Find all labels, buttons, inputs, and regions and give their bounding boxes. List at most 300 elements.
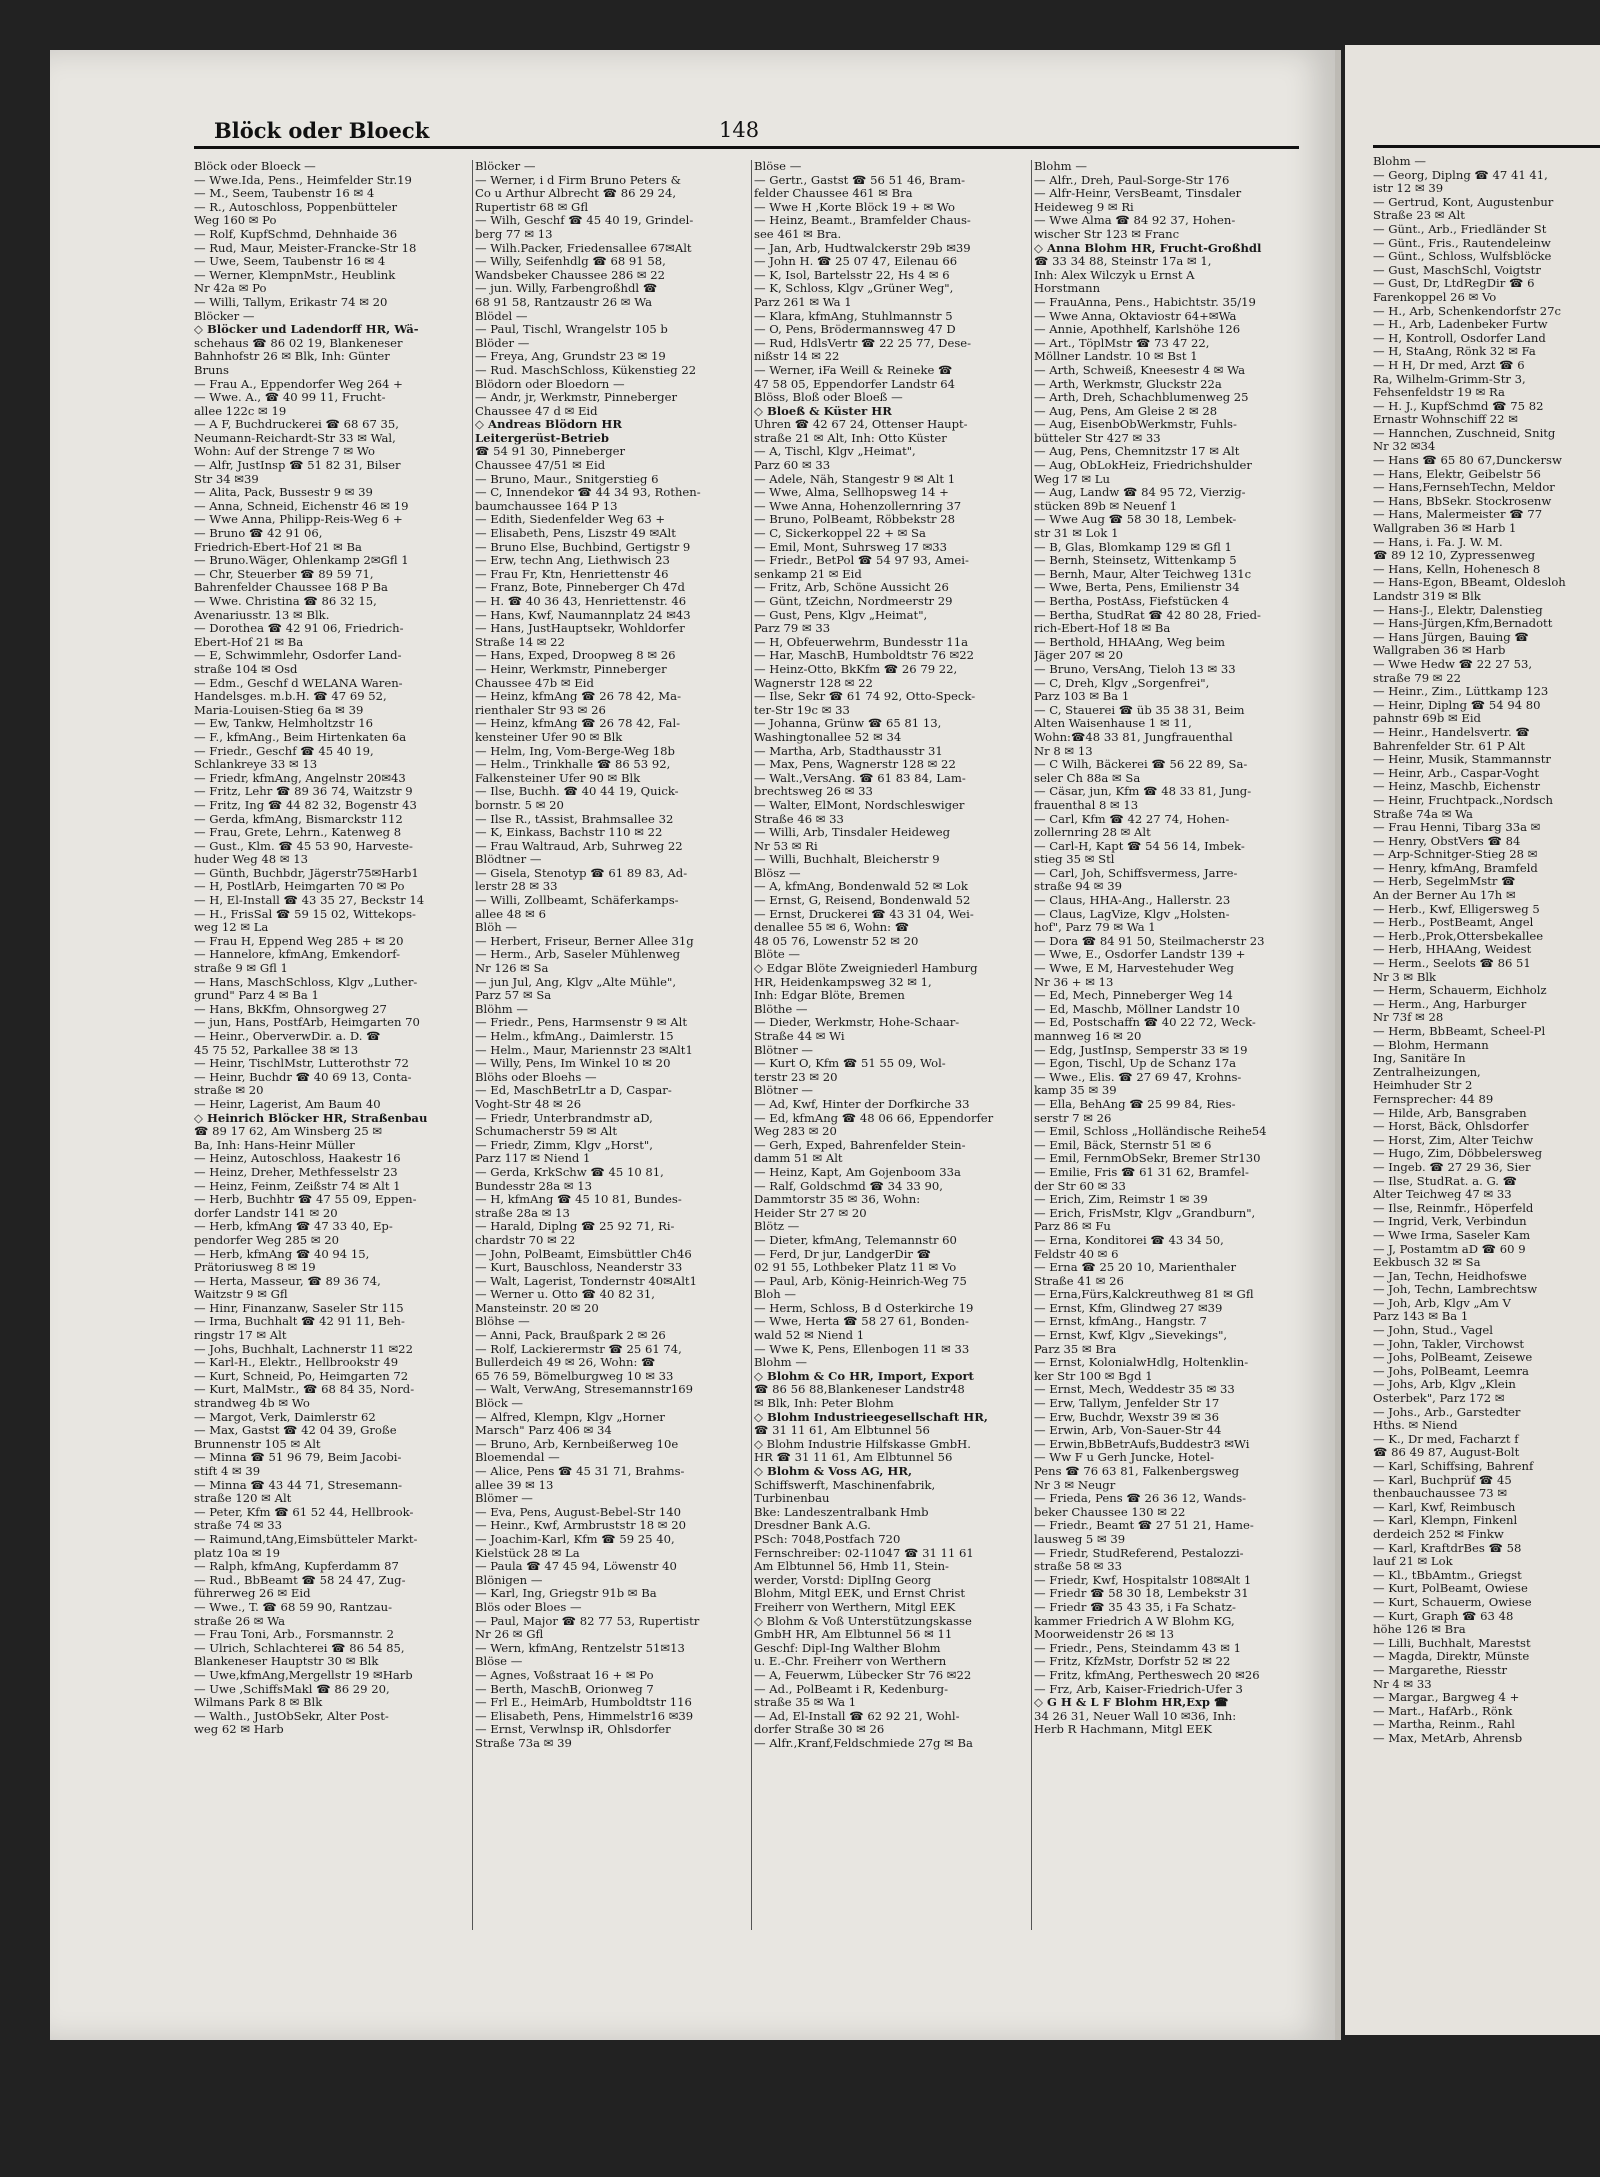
directory-entry-line: Ra, Wilhelm-Grimm-Str 3, xyxy=(1373,372,1526,386)
directory-entry-line: — Karl, Ing, Griegstr 91b ✉ Ba xyxy=(475,1587,657,1601)
directory-entry-line: istr 12 ✉ 39 xyxy=(1373,182,1444,196)
directory-entry-line: zollernring 28 ✉ Alt xyxy=(1034,826,1151,840)
directory-entry-line: — Max, Gastst ☎ 42 04 39, Große xyxy=(194,1424,397,1438)
directory-entry-line: Leitergerüst-Betrieb xyxy=(475,431,610,445)
directory-entry-line: — Emil, FernmObSekr, Bremer Str130 xyxy=(1034,1152,1261,1166)
directory-entry-line: Neumann-Reichardt-Str 33 ✉ Wal, xyxy=(194,431,396,445)
directory-entry-line: — Wwe, Berta, Pens, Emilienstr 34 xyxy=(1034,581,1240,595)
directory-entry-line: Bahnhofstr 26 ✉ Blk, Inh: Günter xyxy=(194,350,390,364)
directory-entry-line: — Ulrich, Schlachterei ☎ 86 54 85, xyxy=(194,1641,405,1655)
directory-entry-line: thenbauchaussee 73 ✉ xyxy=(1373,1487,1508,1501)
directory-entry-line: Am Elbtunnel 56, Hmb 11, Stein- xyxy=(754,1560,949,1574)
directory-entry-line: — Wilh, Geschf ☎ 45 40 19, Grindel- xyxy=(475,214,694,228)
directory-entry-line: — Hannelore, kfmAng, Emkendorf- xyxy=(194,948,401,962)
directory-entry-line: — Helm, Ing, Vom-Berge-Weg 18b xyxy=(475,744,675,758)
directory-entry-line: — Wwe K, Pens, Ellenbogen 11 ✉ 33 xyxy=(754,1342,970,1356)
directory-entry-line: — Edm., Geschf d WELANA Waren- xyxy=(194,676,403,690)
directory-entry-line: — Friedr., Beamt ☎ 27 51 21, Hame- xyxy=(1034,1519,1254,1533)
directory-entry-line: — Fritz, kfmAng, Pertheswech 20 ✉26 xyxy=(1034,1668,1260,1682)
directory-entry-line: Voght-Str 48 ✉ 26 xyxy=(475,1097,582,1111)
directory-entry-line: — Erna, Konditorei ☎ 43 34 50, xyxy=(1034,1233,1224,1247)
directory-entry-line: Inh: Alex Wilczyk u Ernst A xyxy=(1034,268,1195,282)
directory-entry-line: Co u Arthur Albrecht ☎ 86 29 24, xyxy=(475,187,677,201)
directory-entry-line: felder Chaussee 461 ✉ Bra xyxy=(754,187,913,201)
directory-entry-line: — Joh, Techn, Lambrechtsw xyxy=(1373,1283,1538,1297)
directory-entry-line: — H., Arb, Schenkendorfstr 27c xyxy=(1373,304,1562,318)
directory-entry-line: — Ew, Tankw, Helmholtzstr 16 xyxy=(194,717,373,731)
directory-entry-line: — Heinr, Lagerist, Am Baum 40 xyxy=(194,1097,381,1111)
directory-entry-line: — Gerh, Exped, Bahrenfelder Stein- xyxy=(754,1138,966,1152)
directory-entry-line: — Ilse, Reinmfr., Höperfeld xyxy=(1373,1201,1534,1215)
directory-entry-line: — Karl, Klempn, Finkenl xyxy=(1373,1514,1518,1528)
directory-entry-line: — Fritz, KfzMstr, Dorfstr 52 ✉ 22 xyxy=(1034,1655,1231,1669)
directory-entry-line: — Herm, BbBeamt, Scheel-Pl xyxy=(1373,1025,1546,1038)
directory-entry-line: Blohm — xyxy=(1034,160,1087,173)
directory-entry-line: — Herta, Masseur, ☎ 89 36 74, xyxy=(194,1274,381,1288)
directory-entry-line: Prätoriusweg 8 ✉ 19 xyxy=(194,1261,316,1275)
directory-entry-line: — Heinr, TischlMstr, Lutterothstr 72 xyxy=(194,1057,409,1071)
directory-entry-line: — Frau Fr, Ktn, Henriettenstr 46 xyxy=(475,567,669,581)
directory-entry-line: Wandsbeker Chaussee 286 ✉ 22 xyxy=(475,268,666,282)
directory-entry-line: GmbH HR, Am Elbtunnel 56 ✉ 11 xyxy=(754,1628,953,1642)
directory-entry-line: Nr 32 ✉34 xyxy=(1373,440,1436,454)
directory-entry-line: weg 12 ✉ La xyxy=(194,921,269,935)
directory-entry-line: Blöhse — xyxy=(475,1315,530,1329)
directory-entry-line: — Wwe Anna, Hohenzollernring 37 xyxy=(754,499,962,513)
directory-entry-line: — Hans, Kwf, Naumannplatz 24 ✉43 xyxy=(475,608,691,622)
directory-entry-line: — Ed, Postschaffn ☎ 40 22 72, Weck- xyxy=(1034,1016,1256,1030)
directory-entry-line: — Johs, Buchhalt, Lachnerstr 11 ✉22 xyxy=(194,1342,413,1356)
directory-entry-line: Straße 46 ✉ 33 xyxy=(754,812,844,826)
directory-entry-line: — Bernh, Maur, Alter Teichweg 131c xyxy=(1034,567,1252,581)
directory-entry-line: — Kl., tBbAmtm., Griegst xyxy=(1373,1568,1522,1582)
directory-entry-line: — Minna ☎ 43 44 71, Stresemann- xyxy=(194,1478,403,1492)
directory-entry-line: straße ✉ 20 xyxy=(194,1084,264,1098)
directory-entry-line: — Erw, techn Ang, Liethwisch 23 xyxy=(475,554,670,568)
directory-entry-line: ◇ Edgar Blöte Zweigniederl Hamburg xyxy=(754,962,978,976)
directory-entry-line: — H. J., KupfSchmd ☎ 75 82 xyxy=(1373,399,1544,413)
directory-entry-line: bornstr. 5 ✉ 20 xyxy=(475,798,564,812)
directory-entry-line: Wohn:☎48 33 81, Jungfrauenthal xyxy=(1034,730,1233,744)
directory-entry-line: Falkensteiner Ufer 90 ✉ Blk xyxy=(475,771,641,785)
directory-entry-line: — Ingeb. ☎ 27 29 36, Sier xyxy=(1373,1160,1531,1174)
directory-entry-line: — Elisabeth, Pens, Liszstr 49 ✉Alt xyxy=(475,527,676,541)
directory-entry-line: — Cäsar, jun, Kfm ☎ 48 33 81, Jung- xyxy=(1034,785,1252,799)
directory-entry-line: — Herm, Schloss, B d Osterkirche 19 xyxy=(754,1301,974,1315)
directory-entry-line: Freiherr von Werthern, Mitgl EEK xyxy=(754,1600,956,1614)
directory-entry-line: — Uwe,kfmAng,Mergellstr 19 ✉Harb xyxy=(194,1668,413,1682)
directory-entry-line: — Ernst, KolonialwHdlg, Holtenklin- xyxy=(1034,1356,1249,1370)
directory-entry-line: allee 122c ✉ 19 xyxy=(194,404,287,418)
directory-entry-line: — Paul, Arb, König-Heinrich-Weg 75 xyxy=(754,1274,967,1288)
directory-entry-line: — Gust, Dr, LtdRegDir ☎ 6 xyxy=(1373,277,1535,291)
directory-entry-line: — Wwe, Alma, Sellhopsweg 14 + xyxy=(754,486,949,500)
directory-entry-line: — Karl, KraftdrBes ☎ 58 xyxy=(1373,1541,1522,1555)
directory-entry-line: Nr 126 ✉ Sa xyxy=(475,962,549,976)
directory-entry-line: — Werner, KlempnMstr., Heublink xyxy=(194,268,396,282)
directory-entry-line: — H, El-Install ☎ 43 35 27, Beckstr 14 xyxy=(194,894,425,908)
directory-entry-line: — Rud, HdlsVertr ☎ 22 25 77, Dese- xyxy=(754,336,972,350)
directory-entry-line: — Friedr., Pens, Harmsenstr 9 ✉ Alt xyxy=(475,1016,687,1030)
directory-entry-line: 68 91 58, Rantzaustr 26 ✉ Wa xyxy=(475,295,653,309)
directory-entry-line: — Anni, Pack, Braußpark 2 ✉ 26 xyxy=(475,1329,666,1343)
directory-entry-line: — Aug, Landw ☎ 84 95 72, Vierzig- xyxy=(1034,486,1246,500)
directory-entry-line: — Frau Waltraud, Arb, Suhrweg 22 xyxy=(475,839,683,853)
directory-entry-line: ☎ 89 12 10, Zypressenweg xyxy=(1373,549,1535,563)
directory-entry-line: — Hans ☎ 65 80 67,Dunckersw xyxy=(1373,454,1562,468)
directory-entry-line: — Max, MetArb, Ahrensb xyxy=(1373,1731,1523,1745)
directory-entry-line: Zentralheizungen, xyxy=(1373,1065,1481,1079)
directory-entry-line: — Herb, kfmAng ☎ 47 33 40, Ep- xyxy=(194,1220,393,1234)
directory-entry-line: — Margot, Verk, Daimlerstr 62 xyxy=(194,1410,376,1424)
directory-entry-line: — Gust., Klm. ☎ 45 53 90, Harveste- xyxy=(194,839,413,853)
directory-entry-line: schehaus ☎ 86 02 19, Blankeneser xyxy=(194,336,403,350)
directory-entry-line: — Friedr ☎ 35 43 35, i Fa Schatz- xyxy=(1034,1600,1236,1614)
directory-entry-line: — Alice, Pens ☎ 45 31 71, Brahms- xyxy=(475,1465,685,1478)
directory-entry-line: — Johs, PolBeamt, Leemra xyxy=(1373,1364,1529,1378)
directory-entry-line: — H., Arb, Ladenbeker Furtw xyxy=(1373,318,1548,332)
directory-entry-line: Feldstr 40 ✉ 6 xyxy=(1034,1247,1119,1261)
directory-entry-line: Parz 103 ✉ Ba 1 xyxy=(1034,690,1130,704)
column-1 xyxy=(194,160,469,1930)
directory-entry-line: — Walt.,VersAng. ☎ 61 83 84, Lam- xyxy=(754,771,966,785)
directory-entry-line: — Friedr, Zimm, Klgv „Horst", xyxy=(475,1138,653,1152)
directory-entry-line: ter-Str 19c ✉ 33 xyxy=(754,703,850,717)
directory-entry-line: — Minna ☎ 51 96 79, Beim Jacobi- xyxy=(194,1451,402,1465)
directory-entry-line: Parz 86 ✉ Fu xyxy=(1034,1220,1111,1234)
directory-entry-line: Bloh — xyxy=(754,1288,796,1302)
directory-entry-line: — jun Jul, Ang, Klgv „Alte Mühle", xyxy=(475,975,677,989)
directory-entry-line: ◇ Blöcker und Ladendorff HR, Wä- xyxy=(194,323,419,337)
directory-entry-line: — Alita, Pack, Bussestr 9 ✉ 39 xyxy=(194,486,373,500)
directory-entry-line: — Wwe. Christina ☎ 86 32 15, xyxy=(194,595,377,608)
directory-entry-line: — Dora ☎ 84 91 50, Steilmacherstr 23 xyxy=(1034,934,1265,948)
directory-entry-line: — Berthold, HHAAng, Weg beim xyxy=(1034,635,1225,649)
directory-entry-line: Maria-Louisen-Stieg 6a ✉ 39 xyxy=(194,703,364,717)
directory-entry-line: — Frau, Grete, Lehrn., Katenweg 8 xyxy=(194,826,402,840)
directory-entry-line: Nr 4 ✉ 33 xyxy=(1373,1677,1432,1691)
directory-entry-line: ◇ Blohm & Voß Unterstützungskasse xyxy=(754,1614,972,1628)
directory-entry-line: 02 91 55, Lothbeker Platz 11 ✉ Vo xyxy=(754,1261,957,1275)
directory-entry-line: — Horst, Bäck, Ohlsdorfer xyxy=(1373,1120,1529,1134)
directory-entry-line: 34 26 31, Neuer Wall 10 ✉36, Inh: xyxy=(1034,1709,1237,1723)
directory-entry-line: — Herm., Ang, Harburger xyxy=(1373,997,1527,1011)
directory-entry-line: — Willi, Arb, Tinsdaler Heideweg xyxy=(754,826,951,840)
directory-entry-line: — Helm., kfmAng., Daimlerstr. 15 xyxy=(475,1030,674,1043)
directory-entry-line: — Arth, Schweiß, Kneesestr 4 ✉ Wa xyxy=(1034,363,1245,377)
directory-entry-line: — Willi, Zollbeamt, Schäferkamps- xyxy=(475,894,679,908)
directory-entry-line: Parz 57 ✉ Sa xyxy=(475,989,552,1003)
directory-entry-line: — Bruno Else, Buchbind, Gertigstr 9 xyxy=(475,540,691,554)
directory-entry-line: — Herb, HHAAng, Weidest xyxy=(1373,943,1532,957)
directory-entry-line: straße 26 ✉ Wa xyxy=(194,1614,286,1628)
directory-entry-line: — Fritz, Lehr ☎ 89 36 74, Waitzstr 9 xyxy=(194,785,413,799)
directory-entry-line: — Agnes, Voßstraat 16 + ✉ Po xyxy=(475,1668,654,1682)
directory-entry-line: — Günt., Schloss, Wulfsblöcke xyxy=(1373,250,1552,264)
directory-entry-line: — Friedr., Pens, Steindamm 43 ✉ 1 xyxy=(1034,1641,1241,1655)
directory-entry-line: pendorfer Weg 285 ✉ 20 xyxy=(194,1233,339,1247)
directory-entry-line: — K, Einkass, Bachstr 110 ✉ 22 xyxy=(475,826,663,840)
directory-entry-line: — Horst, Zim, Alter Teichw xyxy=(1373,1133,1534,1147)
directory-entry-line: Rupertistr 68 ✉ Gfl xyxy=(475,200,589,214)
directory-entry-line: — Ed, Maschb, Möllner Landstr 10 xyxy=(1034,1002,1240,1016)
directory-entry-line: Handelsges. m.b.H. ☎ 47 69 52, xyxy=(194,690,387,704)
directory-entry-line: brechtsweg 26 ✉ 33 xyxy=(754,785,873,799)
directory-entry-line: kammer Friedrich A W Blohm KG, xyxy=(1034,1614,1235,1628)
directory-entry-line: — Uwe ,SchiffsMakl ☎ 86 29 20, xyxy=(194,1682,390,1696)
directory-entry-line: — H, Kontroll, Osdorfer Land xyxy=(1373,331,1546,345)
directory-entry-line: — Kurt, Schneid, Po, Heimgarten 72 xyxy=(194,1369,409,1383)
directory-entry-line: Fernsprecher: 44 89 xyxy=(1373,1092,1494,1106)
directory-entry-line: — Günt., Fris., Rautendeleinw xyxy=(1373,236,1551,250)
directory-entry-line: Nr 3 ✉ Neugr xyxy=(1034,1478,1116,1492)
column-3 xyxy=(754,160,1029,1930)
directory-entry-line: — Heinr, Musik, Stammannstr xyxy=(1373,753,1551,767)
directory-entry-line: ☎ 86 56 88,Blankeneser Landstr48 xyxy=(754,1383,965,1397)
directory-entry-line: — Uwe, Seem, Taubenstr 16 ✉ 4 xyxy=(194,255,386,269)
directory-entry-line: Fehsenfeldstr 19 ✉ Ra xyxy=(1373,386,1505,400)
directory-entry-line: Str 34 ✉39 xyxy=(194,472,259,486)
directory-entry-line: — Wwe., T. ☎ 68 59 90, Rantzau- xyxy=(194,1600,392,1614)
directory-entry-line: — Elisabeth, Pens, Himmelstr16 ✉39 xyxy=(475,1709,694,1723)
directory-entry-line: — Werner u. Otto ☎ 40 82 31, xyxy=(475,1288,655,1302)
directory-entry-line: huder Weg 48 ✉ 13 xyxy=(194,853,308,867)
directory-entry-line: HR ☎ 31 11 61, Am Elbtunnel 56 xyxy=(754,1451,953,1465)
directory-entry-line: — Rud, Maur, Meister-Francke-Str 18 xyxy=(194,241,417,255)
directory-entry-line: Blöck oder Bloeck — xyxy=(194,160,316,173)
directory-entry-line: — H. ☎ 40 36 43, Henriettenstr. 46 xyxy=(475,595,687,608)
directory-entry-line: — Hans Jürgen, Bauing ☎ xyxy=(1373,630,1529,644)
directory-entry-line: Blödorn oder Bloedorn — xyxy=(475,377,625,391)
directory-entry-line: Eekbusch 32 ✉ Sa xyxy=(1373,1256,1481,1270)
directory-entry-line: ☎ 54 91 30, Pinneberger xyxy=(475,445,626,459)
directory-entry-line: — K, Isol, Bartelsstr 22, Hs 4 ✉ 6 xyxy=(754,268,950,282)
directory-entry-line: — Erich, Zim, Reimstr 1 ✉ 39 xyxy=(1034,1193,1208,1207)
directory-entry-line: ◇ Blohm & Voss AG, HR, xyxy=(754,1465,913,1478)
directory-entry-line: Nr 3 ✉ Blk xyxy=(1373,970,1437,984)
directory-entry-line: baumchaussee 164 P 13 xyxy=(475,499,618,513)
directory-entry-line: — Heinz-Otto, BkKfm ☎ 26 79 22, xyxy=(754,662,958,676)
directory-entry-line: seler Ch 88a ✉ Sa xyxy=(1034,771,1141,785)
directory-entry-line: Weg 160 ✉ Po xyxy=(194,214,277,228)
directory-entry-line: Dammtorstr 35 ✉ 36, Wohn: xyxy=(754,1193,921,1207)
directory-entry-line: — H, PostlArb, Heimgarten 70 ✉ Po xyxy=(194,880,405,894)
directory-entry-line: — Kurt O, Kfm ☎ 51 55 09, Wol- xyxy=(754,1057,946,1071)
directory-entry-line: — Ilse, Sekr ☎ 61 74 92, Otto-Speck- xyxy=(754,690,976,704)
directory-entry-line: — Willi, Buchhalt, Bleicherstr 9 xyxy=(754,853,940,867)
directory-entry-line: Avenariusstr. 13 ✉ Blk. xyxy=(194,608,330,622)
directory-entry-line: — Herm., Seelots ☎ 86 51 xyxy=(1373,957,1531,971)
directory-entry-line: — C, Dreh, Klgv „Sorgenfrei", xyxy=(1034,676,1210,690)
directory-entry-line: — Magda, Direktr, Münste xyxy=(1373,1650,1530,1664)
directory-entry-line: — Andr, jr, Werkmstr, Pinneberger xyxy=(475,391,678,405)
directory-entry-line: — Gertrud, Kont, Augustenbur xyxy=(1373,195,1554,209)
directory-entry-line: Nr 73f ✉ 28 xyxy=(1373,1011,1444,1025)
directory-entry-line: — Willy, Seifenhdlg ☎ 68 91 58, xyxy=(475,255,666,269)
directory-entry-line: — Hinr, Finanzanw, Saseler Str 115 xyxy=(194,1301,404,1315)
directory-entry-line: — Wwe, E., Osdorfer Landstr 139 + xyxy=(1034,948,1246,962)
directory-entry-line: — Ernst, Druckerei ☎ 43 31 04, Wei- xyxy=(754,907,974,921)
directory-entry-line: kamp 35 ✉ 39 xyxy=(1034,1084,1117,1098)
directory-entry-line: — Gust, Pens, Klgv „Heimat", xyxy=(754,608,928,622)
directory-entry-line: ◇ Blohm Industrieegesellschaft HR, xyxy=(754,1410,988,1424)
directory-entry-line: — Karl, Buchprüf ☎ 45 xyxy=(1373,1473,1512,1487)
directory-entry-line: — Karl, Kwf, Reimbusch xyxy=(1373,1500,1516,1514)
directory-entry-line: — Walter, ElMont, Nordschleswiger xyxy=(754,798,965,812)
directory-entry-line: — Wwe.Ida, Pens., Heimfelder Str.19 xyxy=(194,173,412,187)
directory-entry-line: — Adele, Näh, Stangestr 9 ✉ Alt 1 xyxy=(754,472,956,486)
directory-entry-line: Osterbek", Parz 172 ✉ xyxy=(1373,1392,1505,1406)
directory-entry-line: — Ernst, G, Reisend, Bondenwald 52 xyxy=(754,894,971,908)
directory-entry-line: — Wern, kfmAng, Rentzelstr 51✉13 xyxy=(475,1641,685,1655)
directory-entry-line: — Hans, BbSekr. Stockrosenw xyxy=(1373,494,1552,508)
directory-entry-line: — A F, Buchdruckerei ☎ 68 67 35, xyxy=(194,418,399,432)
directory-entry-line: ◇ Bloeß & Küster HR xyxy=(754,404,892,418)
directory-entry-line: straße 104 ✉ Osd xyxy=(194,662,298,676)
directory-entry-line: — Ilse, Buchh. ☎ 40 44 19, Quick- xyxy=(475,785,679,799)
directory-entry-line: — Bernh, Steinsetz, Wittenkamp 5 xyxy=(1034,554,1237,568)
directory-entry-line: — Hans, BkKfm, Ohnsorgweg 27 xyxy=(194,1002,387,1016)
directory-entry-line: Turbinenbau xyxy=(754,1492,830,1506)
directory-entry-line: — Werner, i d Firm Bruno Peters & xyxy=(475,173,681,187)
directory-entry-line: — Ernst, kfmAng., Hangstr. 7 xyxy=(1034,1315,1207,1329)
directory-entry-line: Wilmans Park 8 ✉ Blk xyxy=(194,1696,323,1710)
directory-entry-line: — Heinr, Buchdr ☎ 40 69 13, Conta- xyxy=(194,1070,412,1084)
directory-entry-line: — Bruno, Arb, Kernbeißerweg 10e xyxy=(475,1437,679,1451)
directory-entry-line: — Anna, Schneid, Eichenstr 46 ✉ 19 xyxy=(194,499,409,513)
directory-entry-line: Heideweg 9 ✉ Ri xyxy=(1034,200,1134,214)
directory-entry-line: — Frau H, Eppend Weg 285 + ✉ 20 xyxy=(194,934,404,948)
directory-entry-line: Chaussee 47 d ✉ Eid xyxy=(475,404,598,418)
directory-entry-line: — A, Feuerwm, Lübecker Str 76 ✉22 xyxy=(754,1668,972,1682)
directory-entry-line: Geschf: Dipl-Ing Walther Blohm xyxy=(754,1641,941,1655)
directory-entry-line: senkamp 21 ✉ Eid xyxy=(754,567,862,581)
directory-entry-line: — Berth, MaschB, Orionweg 7 xyxy=(475,1682,654,1696)
directory-entry-line: Parz 117 ✉ Niend 1 xyxy=(475,1152,591,1166)
directory-entry-line: — Heinr, Werkmstr, Pinneberger xyxy=(475,662,667,676)
directory-entry-line: — Erw, Tallym, Jenfelder Str 17 xyxy=(1034,1397,1220,1411)
directory-entry-line: Washingtonallee 52 ✉ 34 xyxy=(754,730,902,744)
directory-entry-line: — Hans-Egon, BBeamt, Oldesloh xyxy=(1373,576,1566,590)
header-rule xyxy=(194,146,1299,149)
directory-entry-line: — Friedr, kfmAng, Angelnstr 20✉43 xyxy=(194,771,406,785)
directory-entry-line: — Hans, Exped, Droopweg 8 ✉ 26 xyxy=(475,649,676,663)
directory-entry-line: — Claus, HHA-Ang., Hallerstr. 23 xyxy=(1034,894,1231,908)
directory-entry-line: Mansteinstr. 20 ✉ 20 xyxy=(475,1301,599,1315)
directory-entry-line: rich-Ebert-Hof 18 ✉ Ba xyxy=(1034,622,1171,636)
directory-entry-line: lerstr 28 ✉ 33 xyxy=(475,880,558,894)
directory-entry-line: — Frl E., HeimArb, Humboldtstr 116 xyxy=(475,1696,692,1710)
directory-entry-line: grund" Parz 4 ✉ Ba 1 xyxy=(194,989,319,1003)
directory-entry-line: Inh: Edgar Blöte, Bremen xyxy=(754,989,905,1003)
directory-entry-line: — E, Schwimmlehr, Osdorfer Land- xyxy=(194,649,402,663)
directory-entry-line: — C, Sickerkoppel 22 + ✉ Sa xyxy=(754,527,926,541)
directory-entry-line: platz 10a ✉ 19 xyxy=(194,1546,280,1560)
directory-entry-line: — Hans, Elektr, Geibelstr 56 xyxy=(1373,467,1541,481)
directory-entry-line: straße 21 ✉ Alt, Inh: Otto Küster xyxy=(754,431,947,445)
directory-entry-line: — Blohm, Hermann xyxy=(1373,1038,1489,1052)
directory-entry-line: — Dieder, Werkmstr, Hohe-Schaar- xyxy=(754,1016,960,1030)
directory-entry-line: — Raimund,tAng,Eimsbütteler Markt- xyxy=(194,1532,418,1546)
directory-entry-line: — Johanna, Grünw ☎ 65 81 13, xyxy=(754,717,942,731)
directory-entry-line: Blöss, Bloß oder Bloeß — xyxy=(754,391,903,405)
directory-entry-line: u. E.-Chr. Freiherr von Werthern xyxy=(754,1655,947,1669)
directory-entry-line: — Freya, Ang, Grundstr 23 ✉ 19 xyxy=(475,350,666,364)
directory-entry-line: — Rolf, Lackierermstr ☎ 25 61 74, xyxy=(475,1342,682,1356)
directory-entry-line: stieg 35 ✉ Stl xyxy=(1034,853,1115,867)
directory-entry-line: straße 35 ✉ Wa 1 xyxy=(754,1696,857,1710)
directory-entry-line: — Heinz, Beamt., Bramfelder Chaus- xyxy=(754,214,971,228)
directory-entry-line: dorfer Straße 30 ✉ 26 xyxy=(754,1723,885,1737)
directory-entry-line: Straße 73a ✉ 39 xyxy=(475,1736,572,1750)
directory-entry-line: — Herm., Arb, Saseler Mühlenweg xyxy=(475,948,681,962)
directory-entry-line: — Heinr, Diplng ☎ 54 94 80 xyxy=(1373,698,1541,712)
directory-entry-line: — Herb, Buchhtr ☎ 47 55 09, Eppen- xyxy=(194,1193,417,1207)
directory-entry-line: — Johs, Arb, Klgv „Klein xyxy=(1373,1378,1516,1392)
directory-entry-line: Bke: Landeszentralbank Hmb xyxy=(754,1505,929,1519)
directory-entry-line: — H H, Dr med, Arzt ☎ 6 xyxy=(1373,358,1525,372)
directory-entry-line: Blöh — xyxy=(475,921,517,935)
directory-entry-line: Bruns xyxy=(194,363,229,377)
directory-entry-line: — Ilse R., tAssist, Brahmsallee 32 xyxy=(475,812,674,826)
directory-entry-line: Blönigen — xyxy=(475,1573,543,1587)
directory-entry-line: — C, Innendekor ☎ 44 34 93, Rothen- xyxy=(475,486,701,500)
directory-entry-line: ☎ 31 11 61, Am Elbtunnel 56 xyxy=(754,1424,930,1438)
directory-entry-line: Uhren ☎ 42 67 24, Ottenser Haupt- xyxy=(754,418,968,432)
directory-entry-line: — Wwe Irma, Saseler Kam xyxy=(1373,1228,1531,1242)
directory-entry-line: — Emil, Bäck, Sternstr 51 ✉ 6 xyxy=(1034,1138,1212,1152)
directory-entry-line: — Herb.,Prok,Ottersbekallee xyxy=(1373,929,1544,943)
column-4 xyxy=(1034,160,1309,1930)
directory-entry-line: — Frau Henni, Tibarg 33a ✉ xyxy=(1373,821,1541,835)
directory-entry-line: — Eva, Pens, August-Bebel-Str 140 xyxy=(475,1505,682,1519)
directory-entry-line: — Hans,FernsehTechn, Meldor xyxy=(1373,481,1555,495)
directory-entry-line: — Walth., JustObSekr, Alter Post- xyxy=(194,1709,389,1723)
directory-entry-line: Blöse — xyxy=(754,160,802,173)
directory-entry-line: — Heinz, Feinm, Zeißstr 74 ✉ Alt 1 xyxy=(194,1179,401,1193)
directory-entry-line: — Hans, Kelln, Hohenesch 8 xyxy=(1373,562,1541,576)
directory-entry-line: Weg 283 ✉ 20 xyxy=(754,1125,837,1139)
column-separator xyxy=(472,160,473,1930)
directory-entry-line: pahnstr 69b ✉ Eid xyxy=(1373,712,1481,726)
column-separator xyxy=(751,160,752,1930)
directory-entry-line: Blöhs oder Bloehs — xyxy=(475,1070,597,1084)
directory-entry-line: — Bruno.Wäger, Ohlenkamp 2✉Gfl 1 xyxy=(194,554,409,568)
directory-entry-line: — Jan, Arb, Hudtwalckerstr 29b ✉39 xyxy=(754,241,971,255)
directory-entry-line: — Paul, Major ☎ 82 77 53, Rupertistr xyxy=(475,1614,700,1628)
directory-entry-line: rienthaler Str 93 ✉ 26 xyxy=(475,703,606,717)
directory-entry-line: — Ilse, StudRat. a. G. ☎ xyxy=(1373,1174,1518,1188)
directory-entry-line: — Alfr-Heinr, VersBeamt, Tinsdaler xyxy=(1034,187,1242,201)
directory-entry-line: straße 79 ✉ 22 xyxy=(1373,671,1461,685)
directory-entry-line: Parz 60 ✉ 33 xyxy=(754,459,831,473)
directory-entry-line: Kielstück 28 ✉ La xyxy=(475,1546,580,1560)
directory-entry-line: — Peter, Kfm ☎ 61 52 44, Hellbrook- xyxy=(194,1505,414,1519)
directory-entry-line: — Ella, BehAng ☎ 25 99 84, Ries- xyxy=(1034,1097,1236,1111)
directory-entry-line: — C, Stauerei ☎ üb 35 38 31, Beim xyxy=(1034,703,1245,717)
directory-entry-line: — Ernst, Verwlnsp iR, Ohlsdorfer xyxy=(475,1723,671,1737)
directory-entry-line: — Heinr., Zim., Lüttkamp 123 xyxy=(1373,685,1549,699)
directory-entry-line: — Margarethe, Riesstr xyxy=(1373,1663,1508,1677)
directory-entry-line: Horstmann xyxy=(1034,282,1101,296)
directory-entry-line: — Martha, Reinm., Rahl xyxy=(1373,1718,1515,1732)
directory-entry-line: — Klara, kfmAng, Stuhlmannstr 5 xyxy=(754,309,953,323)
page-number: 148 xyxy=(719,118,760,142)
column-separator xyxy=(1031,160,1032,1930)
directory-entry-line: — Ad, Kwf, Hinter der Dorfkirche 33 xyxy=(754,1097,970,1111)
right-page xyxy=(1345,45,1600,2035)
directory-entry-line: — Annie, Apothhelf, Karlshöhe 126 xyxy=(1034,323,1241,337)
